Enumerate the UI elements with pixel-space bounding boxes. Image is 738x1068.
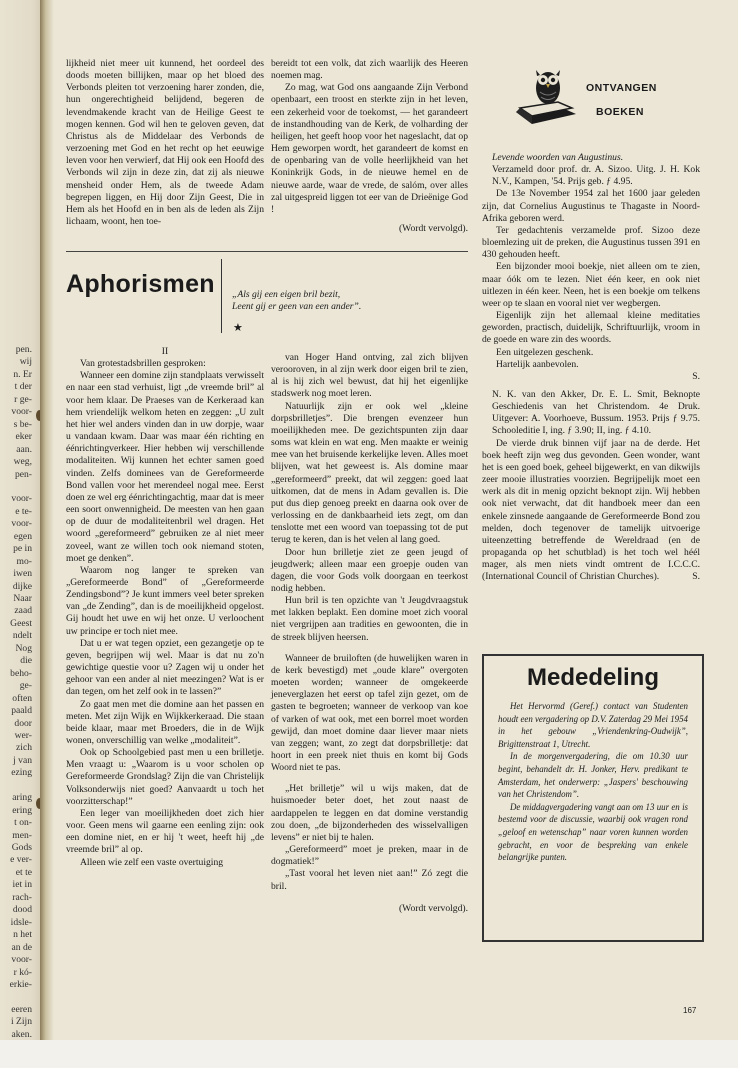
article-text: Zo mag, wat God ons aangaande Zijn Verbond openbaart, een troost en sterkte zijn in het leven, een zekerheid voor de toekomst, — het garandeert de instandhouding van de Kerk, de volharding der heiligen, het geeft hoop voor het nageslacht, dat op Hem geworpen wordt, het garandeert de komst en de openbaring van de volle heerlijkheid van het Koninkrijk Gods, in de nieuwe hemel en de nieuwe aarde, waar de vrede, de salóm, over alles zal uitgespreid liggen tot eer van de Drieënige God !	[271, 82, 468, 215]
announcement-paragraph: De middagvergadering vangt aan om 13 uur en is bestemd voor de discussie, waarbij ook vragen rond „geloof en wetenschap” naar voren kunnen worden gebracht, en voor de bespreking van enkele belangrijke punten.	[498, 801, 688, 863]
left-page-fragment: wer-	[14, 729, 32, 741]
page-gutter	[40, 0, 54, 1040]
left-page-fragment: aken.	[11, 1028, 32, 1040]
books-heading: ONTVANGEN	[586, 82, 657, 94]
divider-line	[66, 251, 468, 252]
left-page-fragment: iwen	[13, 568, 32, 580]
review-paragraph: De vierde druk binnen vijf jaar na de derde. Het boek heeft zijn weg dus gevonden. Geen wonder, want het is een goed boek, geheel bijgewerkt, en van dikwijls zeer mooie illustraties voorzien. Begrijpelijk moet een werk als dit in menig opzicht beknopt zijn. Wij hebben ook niet verwacht, dat dit handboek meer dan een enkele zinsnede aangaande de Gereformeerde Bond zou melden, doch tegenover de tamelijk uitvoerige uiteenzetting betreffende de Wereldraad (en de propaganda op het schutblad) is het toch wel héél mager, als men niets vindt omtrent de I.C.C.C. (International Council of Christian Churches).	[482, 437, 700, 583]
article-paragraph: „Gereformeerd” moet je preken, maar in de dogmatiek!”	[271, 844, 468, 868]
announcement-paragraph: Het Hervormd (Geref.) contact van Studenten houdt een vergadering op D.V. Zaterdag 29 Mei 1954 in het gebouw „Vriendenkring-Oudwijk”, Brigittenstraat 1, Utrecht.	[498, 701, 688, 749]
book-title-text: Levende woorden van Augustinus.	[492, 152, 624, 163]
left-page-fragment: dijke	[12, 580, 32, 592]
article-paragraph: „Het brilletje” wil u wijs maken, dat de huismoeder beter doet, het zout naast de aardappelen te leggen en dat domine verstandig zou doen, „de bijzonderheden des wisselvalligen levens” er niet bij te halen.	[271, 783, 468, 843]
review-paragraph: Eigenlijk zijn het allemaal kleine meditaties geworden, practisch, duidelijk, Schriftuurlijk, vroom in de goede en ware zin des woords.	[482, 310, 700, 346]
left-page-fragment: voor-	[11, 406, 32, 418]
review-paragraph: Een bijzonder mooi boekje, niet alleen om te zien, maar óók om te lezen. Niet één keer, en ook niet uitlezen in één keer. Neen, het is een boekje om telkens weer op te slaan en vooral niet ver wegbergen.	[482, 261, 700, 309]
left-page-fragment: paald	[11, 705, 32, 717]
star-icon: ★	[233, 322, 243, 334]
article-text: bereidt tot een volk, dat zich waarlijk des Heeren noemen mag.	[271, 58, 468, 82]
left-page-fragment: an de	[11, 941, 32, 953]
left-page-fragment: eker	[15, 431, 32, 443]
article-paragraph: Van grotestadsbrillen gesproken:	[80, 358, 206, 370]
left-page-fragment: pen.	[15, 344, 32, 355]
review-paragraph: Hartelijk aanbevolen.	[496, 358, 579, 370]
left-page-fragment: often	[12, 692, 32, 704]
left-page-fragment: Naar	[13, 593, 32, 604]
left-page-fragment: voor-	[11, 954, 32, 966]
left-page-fragment: voor-	[11, 493, 32, 505]
epigraph-line: Leent gij er geen van een ander”.	[232, 301, 362, 312]
left-page-fragment: ge-	[19, 680, 32, 692]
article-paragraph: Natuurlijk zijn er ook wel „kleine dorpsbrilletjes”. Die brengen evenzeer hun moeilijkheden mee. De gezichtspunten zijn daar soms wat klein en wat eng. Men maakte er weinig mee van het bruisende kerkelijke leven. Alles moet blijven, wat het geweest is. Als domine maar „gereformeerd” preekt, dat wil zeggen: goed laat uitkomen, dat de mens in Adam gevallen is. Die put dus diep genoeg preekt en daarna ook over de verlossing en de dankbaarheid iets zegt, om dan tenslotte met een woord van toepassing tot de put terug te keren, dan is het velen al lang goed.	[271, 400, 468, 546]
epigraph	[232, 289, 361, 313]
left-page-fragment: aring	[12, 792, 32, 804]
left-page-fragment: men-	[12, 829, 32, 841]
left-page-fragment: wij	[19, 356, 32, 368]
announcement-text	[498, 700, 688, 864]
article-paragraph: Ook op Schoolgebied past men u een brilletje. Men vraagt u: „Waarom is u voor scholen op Gereformeerde Grondslag? Zijn die van Christelijk Volksonderwijs niet goed? Aanvaardt u toch het voorzitterschap!”	[66, 747, 264, 807]
article-paragraph: Een leger van moeilijkheden doet zich hier voor. Geen mens wil gaarne een eenling zijn: ook een domine niet, en er hij 't weet, heeft hij „de vreemde bril” al op.	[66, 807, 264, 856]
left-page-fragment: zaad	[14, 605, 32, 617]
left-page-fragment: rach-	[12, 891, 32, 903]
left-page-fragment: e ver-	[10, 854, 32, 866]
left-page-fragment: aan.	[16, 443, 32, 455]
left-page-fragment: ering	[12, 804, 32, 816]
scan-margin	[0, 1040, 738, 1068]
left-page-fragment: r kó-	[13, 966, 32, 978]
article-paragraph: Alleen wie zelf een vaste overtuiging	[80, 856, 224, 868]
left-page-fragment: j van	[13, 754, 32, 766]
article-paragraph: Hun bril is ten opzichte van 't Jeugdvraagstuk met lakken beplakt. Een domine moet zich vooral niet vergrijpen aan tradities en gewoonten, die in de streek blijven heersen.	[271, 595, 468, 643]
article-paragraph: „Tast vooral het leven niet aan!” Zó zegt die bril.	[271, 868, 468, 892]
article-paragraph: Zo gaat men met die domine aan het passen en meten. Met zijn Wijk en Wijkkerkeraad. Die staan beide klaar, maar met Broeders, die in de Wijk wonen, onverschillig van welke „modaliteit”.	[66, 698, 264, 746]
owl-on-books-icon	[510, 60, 582, 132]
left-page-fragment: door	[14, 717, 32, 729]
review-paragraph: Een uitgelezen geschenk.	[496, 346, 594, 358]
review-paragraph: Ter gedachtenis verzamelde prof. Sizoo deze bloemlezing uit de preken, die Augustinus tussen 391 en 430 gehouden heeft.	[482, 224, 700, 261]
left-page-fragment: et te	[15, 866, 32, 878]
left-page-fragment: idsle-	[10, 916, 32, 928]
left-page-fragment: Nog	[15, 642, 32, 654]
left-page-fragment: n. Er	[13, 368, 32, 380]
left-page-fragment: e te-	[15, 505, 32, 517]
column-2-main	[271, 352, 468, 915]
left-page-fragment: n het	[13, 929, 32, 941]
review-signature: S.	[692, 571, 700, 583]
left-page-fragment: t on-	[14, 817, 32, 829]
article-paragraph: Door hun brilletje ziet ze geen jeugd of jeugdwerk; alleen maar een groepje ouden van dagen, die voor Gods volk doorgaan en teerkost nodig hebben.	[271, 546, 468, 594]
announcement-paragraph: In de morgenvergadering, die om 10.30 uur begint, behandelt dr. H. Jonker, Herv. predikant te Amsterdam, het onderwerp: „Jaspers' beschouwing van het Christendom”.	[498, 751, 688, 800]
book-details: Verzameld door prof. dr. A. Sizoo. Uitg. J. H. Kok N.V., Kampen, '54. Prijs geb. ƒ 4.95.	[492, 164, 700, 188]
left-page-fragment: iet in	[12, 879, 32, 891]
books-column	[482, 152, 700, 584]
article-paragraph: van Hoger Hand ontving, zal zich blijven verooroven, in al zijn werk door eigen bril te zien, al is hij zich wel bewust, dat hij het eigenlijke stadswerk nog moet leren.	[271, 352, 468, 400]
left-page-fragment: beho-	[10, 667, 32, 679]
left-page-fragment: dood	[12, 904, 32, 916]
review-paragraph: De 13e November 1954 zal het 1600 jaar geleden zijn, dat Cornelius Augustinus te Thagaste in Noord-Afrika geboren werd.	[482, 188, 700, 224]
books-heading: BOEKEN	[596, 106, 644, 118]
left-page-fragment: i Zijn	[10, 1016, 32, 1028]
announcement-title: Mededeling	[526, 664, 659, 691]
article-paragraph: Wanneer de bruiloften (de huwelijken waren in de kerk bevestigd) met „oude klare” overgoten moeten worden; wanneer de omgekeerde jeneverglazen het eerst op tafel zijn gezet, om de gasten te begroeten; wanneer de verkoop van koe of varken of wat ook, met een borrel moet worden gewijd, dan moet domine daar liever maar niets van zeggen; want, zo zegt dat dorpsbrilletje: dat hoort in een preek niet thuis en komt bij Gods Woord niet te pas.	[271, 652, 468, 774]
left-page-fragment: Geest	[10, 617, 32, 629]
left-page-fragment: die	[20, 655, 32, 667]
article-paragraph: Waarom nog langer te spreken van „Gereformeerde Bond” of „Gereformeerde Zendingsbond”? Je kunt immers veel beter spreken van „de Zending”, dan is de moeilijkheid opgelost. Gij houdt het uwe en wij het onze. U verloochent uw principe er toch niet mee.	[66, 564, 264, 637]
column-1-main	[66, 346, 264, 869]
left-page-fragment: erkie-	[9, 978, 32, 990]
left-page-fragment: zich	[16, 742, 32, 754]
book-details: N. K. van den Akker, Dr. E. L. Smit, Beknopte Geschiedenis van het Christendom. 4e Druk. Uitgever: A. Voorhoeve, Bussum. 1953. Prijs ƒ 9.75. Schooleditie I, ing. ƒ 3.90; II, ing. ƒ 4.10.	[492, 388, 700, 437]
epigraph-line: „Als gij een eigen bril bezit,	[232, 289, 341, 300]
vertical-divider	[221, 259, 222, 333]
left-page-fragment: pen-	[14, 468, 32, 480]
left-page-fragment: eeren	[11, 1003, 32, 1015]
continued-note: (Wordt vervolgd).	[398, 902, 468, 914]
left-page-fragment: s be-	[13, 418, 32, 430]
left-page-fragment: ndelt	[12, 630, 32, 642]
left-page-fragment: pe in	[13, 543, 32, 555]
book-title	[482, 152, 700, 164]
left-page-fragment: t der	[14, 381, 32, 393]
section-title: Aphorismen	[66, 270, 215, 298]
left-page-fragment: voor-	[11, 518, 32, 530]
column-1-top	[66, 58, 264, 228]
left-page-fragment: ezing	[11, 767, 32, 779]
left-page-fragment: mo-	[16, 555, 32, 567]
page-number: 167	[683, 1006, 697, 1015]
left-page-fragment: r ge-	[14, 393, 32, 405]
announcement-box	[482, 654, 704, 942]
review-signature: S.	[692, 370, 700, 382]
article-paragraph: Dat u er wat tegen opziet, een gezangetje op te geven, begrijpen wij wel. Maar is dat nu zo'n gewichtige questie voor u? Zagen wij u onder het gehoor van een ander al niet meezingen? Wat is er dan tegen, om het zelf ook in te lassen?”	[66, 637, 264, 698]
column-2-top	[271, 58, 468, 235]
article-text: lijkheid niet meer uit kunnend, het oordeel des doods moeten billijken, maar op het bloed des Verbonds pleiten tot verzoening harer zonden, die, hun ongerechtigheid belijdend, begeren de levendmakende kracht van de Heilige Geest te mogen kennen. God wil hen te geloven geven, dat Christus als de Middelaar des Verbonds de verzoening met God en het recht op het eeuwige leven voor hen verwierf, dat Hij ook een Hoofd des Verbonds wil zijn in deze zin, dat zij als nieuwe mensheid onder Hem, als de tweede Adam begrepen liggen, en Hij door Zijn Geest, Die in Hem als het Hoofd en in ben als de leden als Zijn lichaam, woont, hen toe-	[66, 58, 264, 228]
left-page-fragment: weg,	[13, 456, 32, 468]
continued-note: (Wordt vervolgd).	[398, 223, 468, 235]
article-paragraph: Wanneer een domine zijn standplaats verwisselt en naar een stad verhuist, ligt „de vreemde bril” al voor hem klaar. De Praeses van de Kerkeraad kan hem vriendelijk welkom heten en zeggen: „U zult het hier wel anders vinden dan in uw dorpje, waar u vandaan kwam. Daar was maar één richting en éénrichtingverkeer. Hier hebben wij verschillende modaliteiten. Wij kunnen het echter samen goed vinden. Zelfs dominees van de Gereformeerde Bond vallen voor het merendeel nogal mee. Eerst doen ze wel erg éénrichtingachtig, maar dat is meer een soort onwennigheid. De meesten van hen gaan op de duur de modaliteitenbril wel dragen. Het woord „gereformeerd” gebruiken ze al niet meer zoveel, want ze willen toch ook niemand stoten, moet ge denken”.	[66, 370, 264, 564]
left-page-fragment: Gods	[11, 842, 32, 853]
left-page-fragment: egen	[13, 530, 32, 542]
section-number: II	[161, 346, 169, 357]
